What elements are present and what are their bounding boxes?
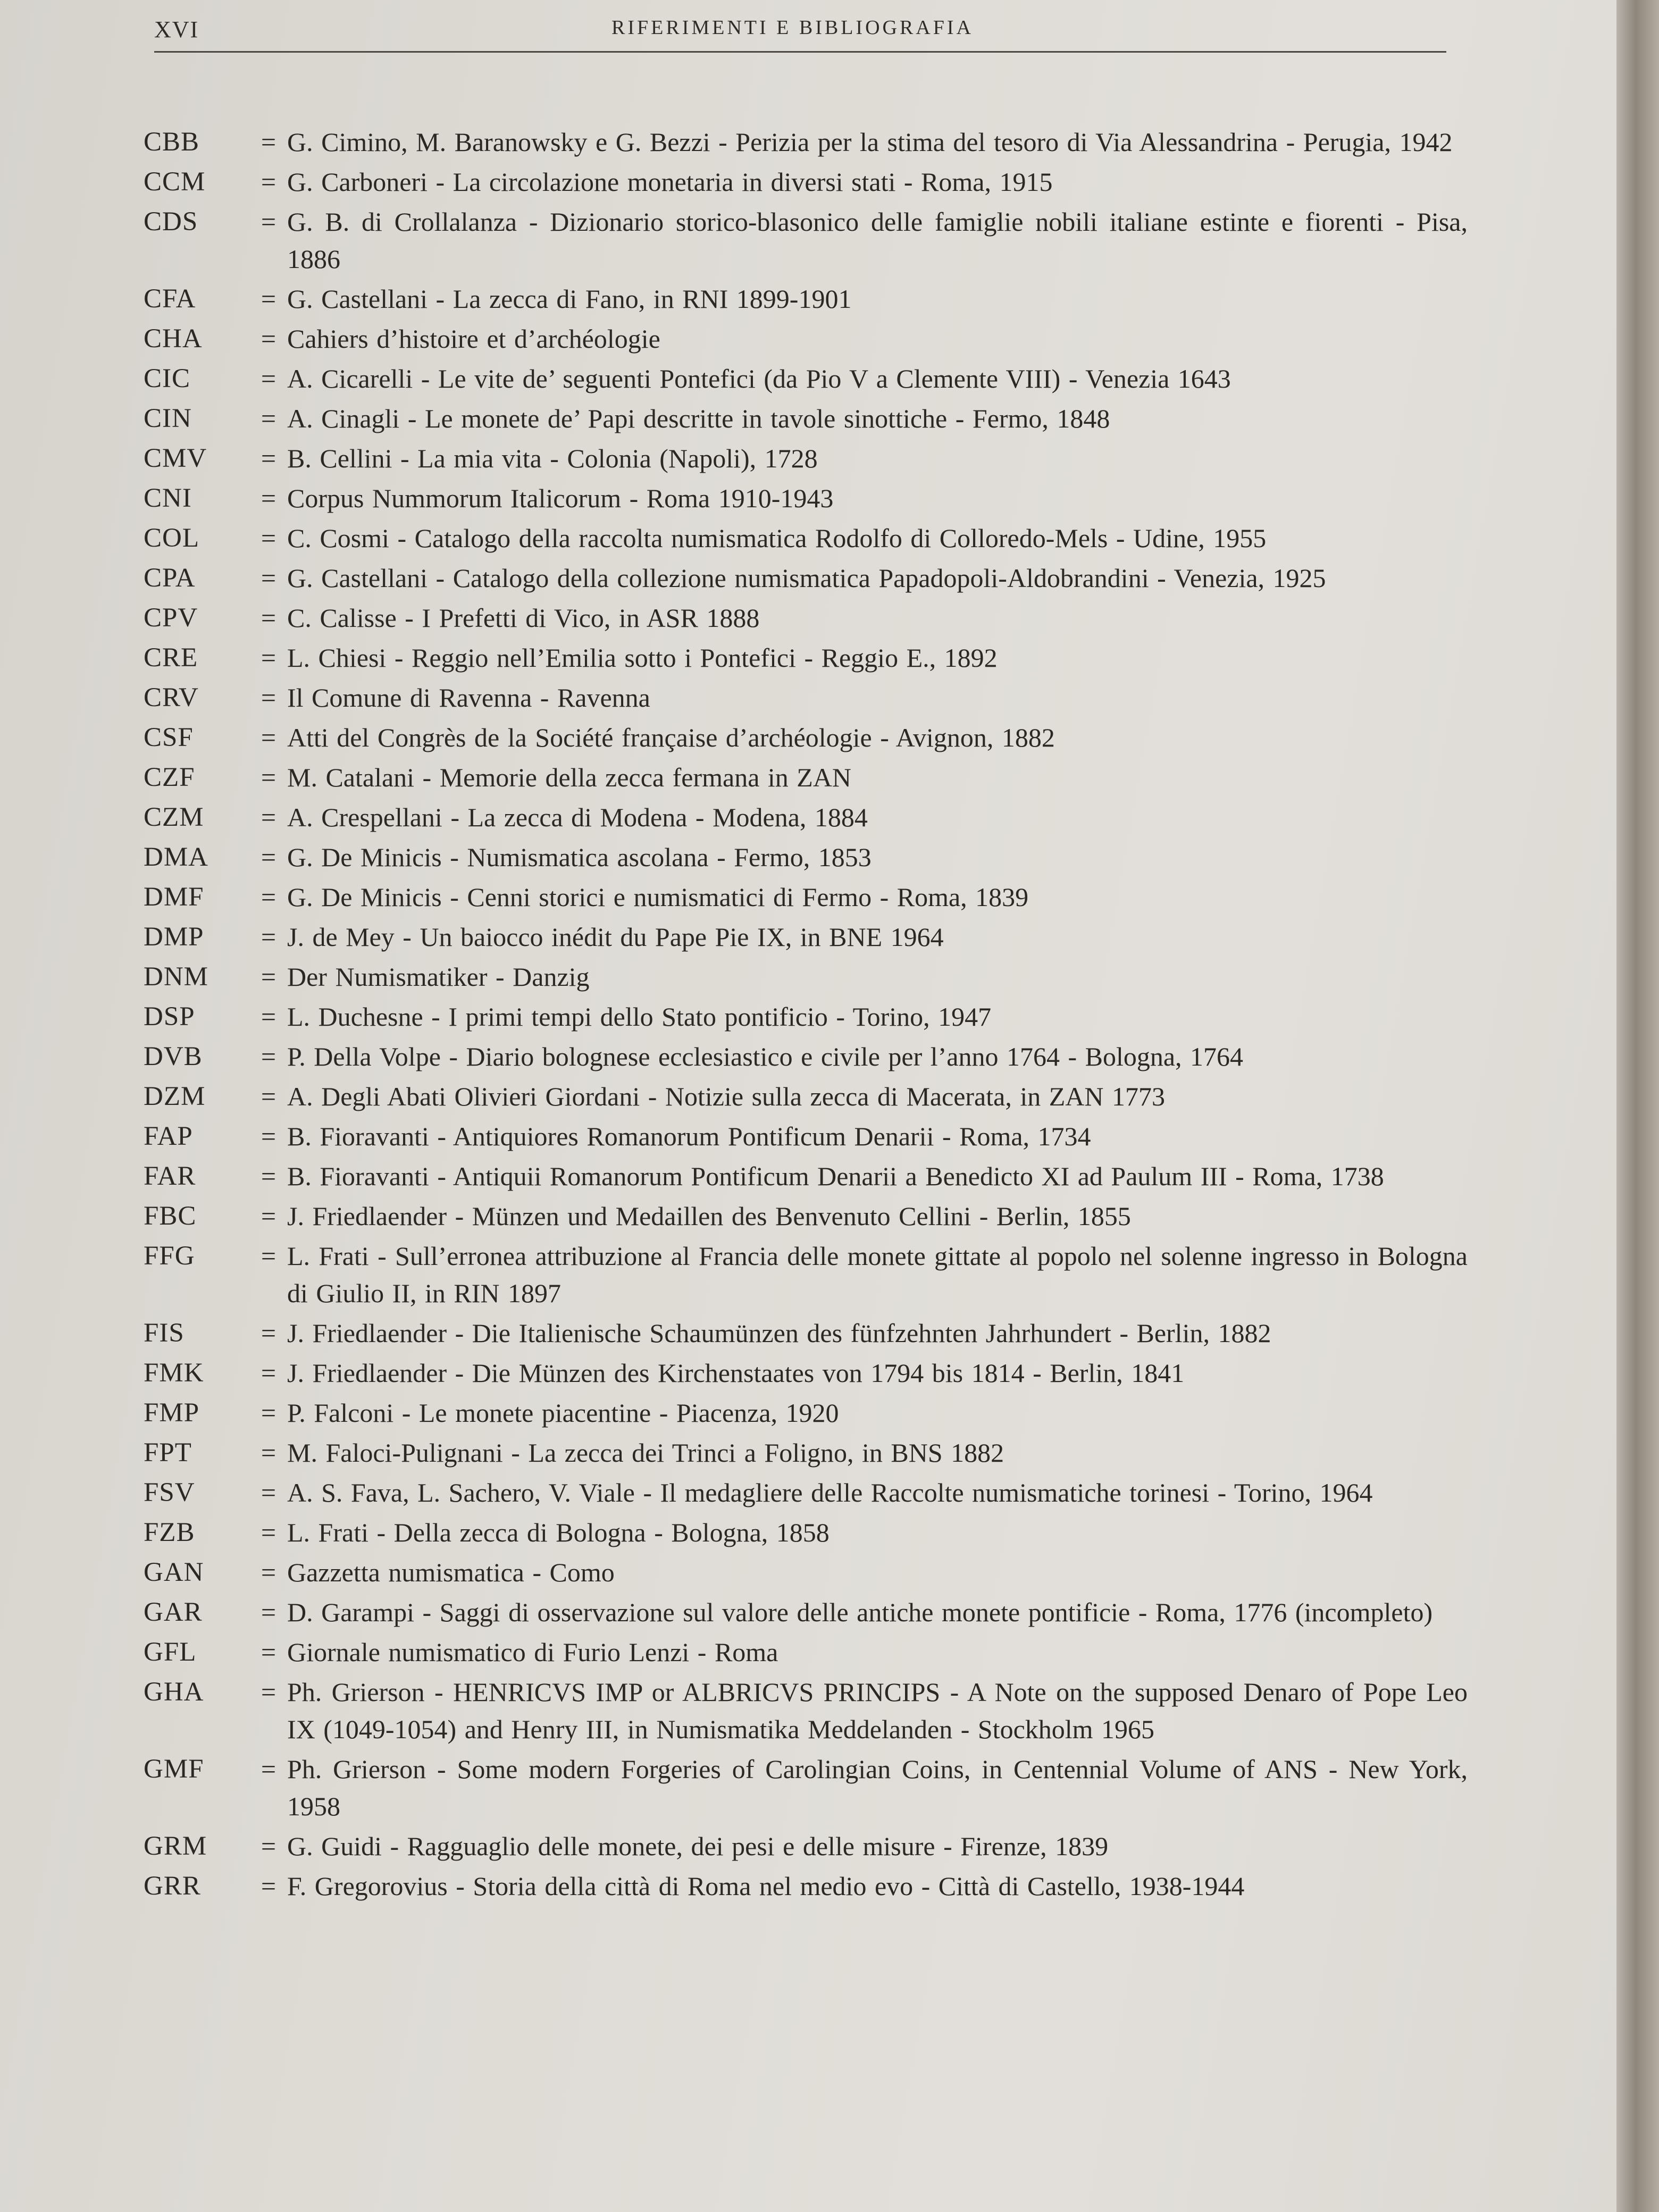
page-number: XVI (154, 16, 199, 43)
entry-reference: B. Fioravanti - Antiquii Romanorum Pontificum Denarii a Benedicto XI ad Paulum III - Roma, 1738 (287, 1161, 1384, 1191)
entry-reference: G. B. di Crollalanza - Dizionario storico-blasonico delle famiglie nobili italiane estinte e fiorenti - Pisa, 1886 (287, 207, 1468, 274)
bibliography-entry (144, 1673, 1473, 1748)
entry-reference: G. Castellani - Catalogo della collezione numismatica Papadopoli-Aldobrandini - Venezia, 1925 (287, 563, 1326, 593)
equals-sign: = (261, 523, 276, 553)
equals-sign: = (261, 763, 276, 792)
equals-sign: = (261, 1637, 276, 1667)
equals-sign: = (261, 207, 276, 237)
bibliography-entry (144, 400, 1473, 437)
bibliography-list (144, 123, 1473, 1907)
entry-abbreviation: CIC (144, 364, 191, 393)
equals-sign: = (261, 1082, 276, 1111)
equals-sign: = (261, 1358, 276, 1388)
entry-abbreviation: CIN (144, 404, 192, 433)
entry-abbreviation: CRE (144, 643, 198, 673)
entry-abbreviation: DVB (144, 1042, 203, 1071)
bibliography-entry (144, 998, 1473, 1035)
bibliography-entry (144, 878, 1473, 916)
bibliography-entry (144, 1354, 1473, 1392)
bibliography-entry (144, 799, 1473, 836)
entry-reference: A. Degli Abati Olivieri Giordani - Notizie sulla zecca di Macerata, in ZAN 1773 (287, 1082, 1165, 1111)
entry-reference: C. Cosmi - Catalogo della raccolta numismatica Rodolfo di Colloredo-Mels - Udine, 1955 (287, 523, 1267, 553)
entry-abbreviation: FZB (144, 1518, 195, 1547)
entry-reference: J. Friedlaender - Die Italienische Schaumünzen des fünfzehnten Jahrhundert - Berlin, 1882 (287, 1318, 1271, 1348)
equals-sign: = (261, 284, 276, 314)
entry-abbreviation: GFL (144, 1637, 197, 1667)
entry-abbreviation: DSP (144, 1002, 195, 1032)
entry-reference: B. Cellini - La mia vita - Colonia (Napoli), 1728 (287, 443, 818, 473)
page-edge (1616, 0, 1659, 2212)
entry-reference: A. S. Fava, L. Sachero, V. Viale - Il medagliere delle Raccolte numismatiche torinesi - Torino, 1964 (287, 1478, 1373, 1507)
bibliography-entry (144, 1197, 1473, 1235)
bibliography-entry (144, 1038, 1473, 1075)
entry-reference: Atti del Congrès de la Société française d’archéologie - Avignon, 1882 (287, 723, 1055, 752)
entry-abbreviation: FBC (144, 1201, 197, 1231)
equals-sign: = (261, 1398, 276, 1428)
entry-abbreviation: GAR (144, 1597, 203, 1627)
bibliography-entry (144, 123, 1473, 161)
entry-reference: G. Castellani - La zecca di Fano, in RNI 1899-1901 (287, 284, 852, 314)
equals-sign: = (261, 1121, 276, 1151)
entry-reference: P. Falconi - Le monete piacentine - Piacenza, 1920 (287, 1398, 839, 1428)
entry-abbreviation: FPT (144, 1438, 192, 1468)
equals-sign: = (261, 1478, 276, 1507)
entry-reference: Ph. Grierson - HENRICVS IMP or ALBRICVS PRINCIPS - A Note on the supposed Denaro of Pope Leo IX (1049-1054) and Henry III, in Numismatika Meddelanden - Stockholm 1965 (287, 1677, 1468, 1744)
equals-sign: = (261, 1871, 276, 1901)
bibliography-entry (144, 1514, 1473, 1551)
bibliography-entry (144, 203, 1473, 278)
entry-reference: G. Cimino, M. Baranowsky e G. Bezzi - Perizia per la stima del tesoro di Via Alessandrina - Perugia, 1942 (287, 127, 1453, 157)
bibliography-entry (144, 1867, 1473, 1905)
bibliography-entry (144, 1314, 1473, 1352)
equals-sign: = (261, 1161, 276, 1191)
entry-reference: G. De Minicis - Numismatica ascolana - Fermo, 1853 (287, 842, 872, 872)
entry-abbreviation: CNI (144, 483, 192, 513)
bibliography-entry (144, 1434, 1473, 1471)
bibliography-entry (144, 839, 1473, 876)
entry-reference: D. Garampi - Saggi di osservazione sul valore delle antiche monete pontificie - Roma, 1776 (incompleto) (287, 1597, 1433, 1627)
entry-reference: Der Numismatiker - Danzig (287, 962, 590, 992)
bibliography-entry (144, 1594, 1473, 1631)
entry-reference: B. Fioravanti - Antiquiores Romanorum Pontificum Denarii - Roma, 1734 (287, 1121, 1091, 1151)
equals-sign: = (261, 167, 276, 197)
entry-reference: F. Gregorovius - Storia della città di Roma nel medio evo - Città di Castello, 1938-1944 (287, 1871, 1245, 1901)
entry-reference: C. Calisse - I Prefetti di Vico, in ASR 1888 (287, 603, 760, 633)
entry-abbreviation: CSF (144, 723, 194, 752)
entry-abbreviation: CBB (144, 127, 200, 157)
bibliography-entry (144, 480, 1473, 517)
running-head (154, 16, 1446, 53)
entry-abbreviation: DMP (144, 922, 204, 952)
entry-reference: A. Cinagli - Le monete de’ Papi descritte in tavole sinottiche - Fermo, 1848 (287, 404, 1110, 433)
equals-sign: = (261, 563, 276, 593)
entry-abbreviation: CDS (144, 207, 198, 237)
equals-sign: = (261, 1438, 276, 1468)
equals-sign: = (261, 922, 276, 952)
bibliography-entry (144, 520, 1473, 557)
entry-abbreviation: GHA (144, 1677, 204, 1707)
entry-reference: L. Frati - Sull’erronea attribuzione al Francia delle monete gittate al popolo nel solenne ingresso in Bologna di Giulio II, in RIN 1897 (287, 1241, 1468, 1308)
equals-sign: = (261, 1002, 276, 1032)
entry-reference: Giornale numismatico di Furio Lenzi - Roma (287, 1637, 778, 1667)
bibliography-entry (144, 679, 1473, 716)
bibliography-entry (144, 1394, 1473, 1431)
equals-sign: = (261, 364, 276, 393)
bibliography-entry (144, 320, 1473, 357)
bibliography-entry (144, 163, 1473, 200)
bibliography-entry (144, 918, 1473, 956)
entry-reference: Il Comune di Ravenna - Ravenna (287, 683, 650, 713)
entry-reference: M. Catalani - Memorie della zecca fermana in ZAN (287, 763, 852, 792)
entry-abbreviation: FSV (144, 1478, 195, 1507)
entry-abbreviation: DMA (144, 842, 209, 872)
bibliography-entry (144, 559, 1473, 597)
entry-reference: A. Cicarelli - Le vite de’ seguenti Pontefici (da Pio V a Clemente VIII) - Venezia 1643 (287, 364, 1231, 393)
equals-sign: = (261, 1042, 276, 1071)
equals-sign: = (261, 802, 276, 832)
bibliography-entry (144, 719, 1473, 756)
entry-abbreviation: GRR (144, 1871, 201, 1901)
entry-reference: G. De Minicis - Cenni storici e numismatici di Fermo - Roma, 1839 (287, 882, 1029, 912)
equals-sign: = (261, 1201, 276, 1231)
bibliography-entry (144, 1633, 1473, 1671)
entry-abbreviation: CCM (144, 167, 206, 197)
bibliography-entry (144, 1554, 1473, 1591)
bibliography-entry (144, 1078, 1473, 1115)
bibliography-entry (144, 1828, 1473, 1865)
entry-abbreviation: CRV (144, 683, 199, 713)
bibliography-entry (144, 958, 1473, 995)
equals-sign: = (261, 882, 276, 912)
entry-reference: J. Friedlaender - Die Münzen des Kirchenstaates von 1794 bis 1814 - Berlin, 1841 (287, 1358, 1185, 1388)
entry-reference: Ph. Grierson - Some modern Forgeries of Carolingian Coins, in Centennial Volume of ANS - New York, 1958 (287, 1754, 1468, 1821)
entry-reference: L. Duchesne - I primi tempi dello Stato pontificio - Torino, 1947 (287, 1002, 992, 1032)
bibliography-entry (144, 1474, 1473, 1511)
entry-abbreviation: FAR (144, 1161, 196, 1191)
entry-abbreviation: CMV (144, 443, 207, 473)
entry-abbreviation: FMK (144, 1358, 204, 1388)
bibliography-entry (144, 1118, 1473, 1155)
equals-sign: = (261, 324, 276, 354)
equals-sign: = (261, 643, 276, 673)
equals-sign: = (261, 1597, 276, 1627)
equals-sign: = (261, 1518, 276, 1547)
equals-sign: = (261, 1557, 276, 1587)
entry-abbreviation: GMF (144, 1754, 204, 1784)
equals-sign: = (261, 1754, 276, 1784)
entry-abbreviation: GRM (144, 1831, 207, 1861)
equals-sign: = (261, 127, 276, 157)
equals-sign: = (261, 1318, 276, 1348)
entry-reference: P. Della Volpe - Diario bolognese ecclesiastico e civile per l’anno 1764 - Bologna, 1764 (287, 1042, 1244, 1071)
entry-abbreviation: DMF (144, 882, 204, 912)
bibliography-entry (144, 599, 1473, 636)
entry-reference: L. Frati - Della zecca di Bologna - Bologna, 1858 (287, 1518, 830, 1547)
bibliography-entry (144, 759, 1473, 796)
entry-abbreviation: COL (144, 523, 199, 553)
entry-abbreviation: FFG (144, 1241, 195, 1271)
entry-abbreviation: FMP (144, 1398, 200, 1428)
equals-sign: = (261, 723, 276, 752)
entry-abbreviation: GAN (144, 1557, 204, 1587)
equals-sign: = (261, 404, 276, 433)
equals-sign: = (261, 443, 276, 473)
equals-sign: = (261, 1241, 276, 1271)
entry-reference: L. Chiesi - Reggio nell’Emilia sotto i Pontefici - Reggio E., 1892 (287, 643, 998, 673)
entry-reference: Gazzetta numismatica - Como (287, 1557, 615, 1587)
bibliography-entry (144, 280, 1473, 317)
entry-reference: G. Carboneri - La circolazione monetaria in diversi stati - Roma, 1915 (287, 167, 1053, 197)
entry-abbreviation: DNM (144, 962, 209, 992)
entry-abbreviation: DZM (144, 1082, 206, 1111)
entry-abbreviation: CZM (144, 802, 204, 832)
equals-sign: = (261, 483, 276, 513)
entry-abbreviation: FAP (144, 1121, 193, 1151)
bibliography-entry (144, 440, 1473, 477)
equals-sign: = (261, 603, 276, 633)
header-rule (154, 51, 1446, 53)
entry-abbreviation: CZF (144, 763, 195, 792)
entry-abbreviation: CPA (144, 563, 196, 593)
entry-reference: M. Faloci-Pulignani - La zecca dei Trinci a Foligno, in BNS 1882 (287, 1438, 1004, 1468)
entry-reference: J. de Mey - Un baiocco inédit du Pape Pie IX, in BNE 1964 (287, 922, 944, 952)
bibliography-entry (144, 1237, 1473, 1312)
bibliography-entry (144, 360, 1473, 397)
equals-sign: = (261, 962, 276, 992)
entry-abbreviation: CPV (144, 603, 198, 633)
equals-sign: = (261, 842, 276, 872)
bibliography-entry (144, 1750, 1473, 1825)
bibliography-entry (144, 639, 1473, 676)
entry-reference: Cahiers d’histoire et d’archéologie (287, 324, 660, 354)
equals-sign: = (261, 1677, 276, 1707)
entry-reference: A. Crespellani - La zecca di Modena - Modena, 1884 (287, 802, 868, 832)
entry-abbreviation: FIS (144, 1318, 185, 1348)
equals-sign: = (261, 683, 276, 713)
entry-abbreviation: CHA (144, 324, 203, 354)
section-title: RIFERIMENTI E BIBLIOGRAFIA (611, 16, 974, 39)
equals-sign: = (261, 1831, 276, 1861)
entry-abbreviation: CFA (144, 284, 196, 314)
bibliography-entry (144, 1158, 1473, 1195)
entry-reference: J. Friedlaender - Münzen und Medaillen des Benvenuto Cellini - Berlin, 1855 (287, 1201, 1131, 1231)
entry-reference: Corpus Nummorum Italicorum - Roma 1910-1943 (287, 483, 834, 513)
entry-reference: G. Guidi - Ragguaglio delle monete, dei pesi e delle misure - Firenze, 1839 (287, 1831, 1109, 1861)
